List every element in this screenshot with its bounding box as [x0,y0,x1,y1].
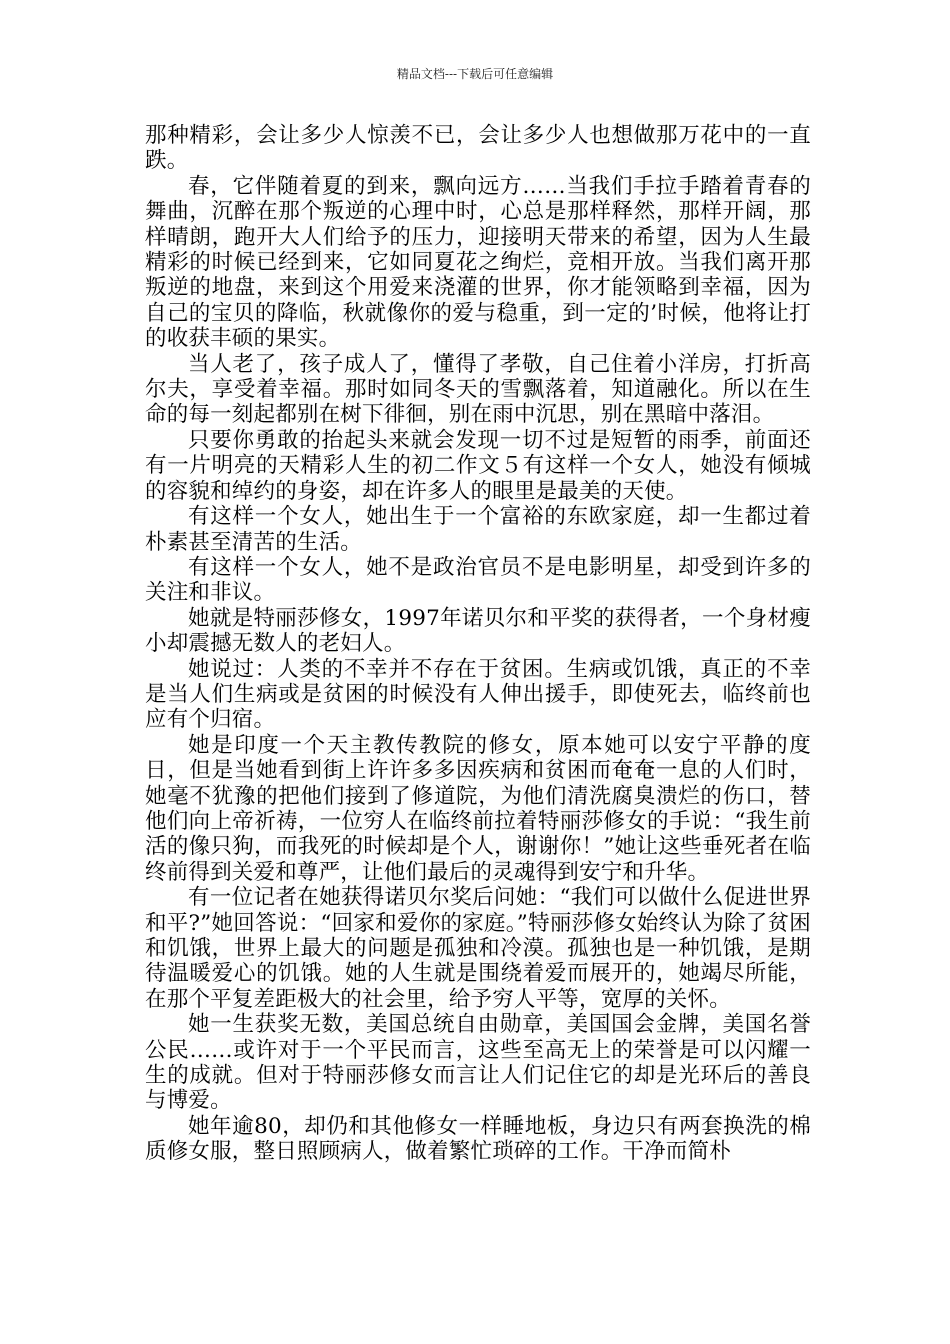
paragraph: 有这样一个女人，她出生于一个富裕的东欧家庭，却一生都过着朴素甚至清苦的生活。 [145,504,811,555]
paragraph: 她一生获奖无数，美国总统自由勋章，美国国会金牌，美国名誉公民……或许对于一个平民而言，这些至高无上的荣誉是可以闪耀一生的成就。但对于特丽莎修女而言让人们记住它的却是光环后的善良与博爱。 [145,1012,811,1114]
paragraph: 当人老了，孩子成人了，懂得了孝敬，自己住着小洋房，打折高尔夫，享受着幸福。那时如同冬天的雪飘落着，知道融化。所以在生命的每一刻起都别在树下徘徊，别在雨中沉思，别在黑暗中落泪。 [145,351,811,428]
paragraph: 那种精彩，会让多少人惊羡不已，会让多少人也想做那万花中的一直跌。 [145,123,811,174]
paragraph: 她说过：人类的不幸并不存在于贫困。生病或饥饿，真正的不幸是当人们生病或是贫困的时候没有人伸出援手，即使死去，临终前也应有个归宿。 [145,656,811,733]
paragraph: 她就是特丽莎修女，1997年诺贝尔和平奖的获得者，一个身材瘦小却震撼无数人的老妇人。 [145,605,811,657]
paragraph: 有这样一个女人，她不是政治官员不是电影明星，却受到许多的关注和非议。 [145,554,811,606]
paragraph: 春，它伴随着夏的到来，飘向远方……当我们手拉手踏着青春的舞曲，沉醉在那个叛逆的心理中时，心总是那样释然，那样开阔，那样晴朗，跑开大人们给予的压力，迎接明天带来的希望，因为人生最精彩的时候已经到来，它如同夏花之绚烂，竞相开放。当我们离开那叛逆的地盘，来到这个用爱来浇灌的世界，你才能领略到幸福，因为自己的宝贝的降临，秋就像你的爱与稳重，到一定的’时候，他将让打的收获丰硕的果实。 [145,173,811,352]
paragraph: 她是印度一个天主教传教院的修女，原本她可以安宁平静的度日，但是当她看到街上许许多多因疾病和贫困而奄奄一息的人们时，她毫不犹豫的把他们接到了修道院，为他们清洗腐臭溃烂的伤口，替他们向上帝祈祷，一位穷人在临终前拉着特丽莎修女的手说：“我生前活的像只狗，而我死的时候却是个人，谢谢你！”她让这些垂死者在临终前得到关爱和尊严，让他们最后的灵魂得到安宁和升华。 [145,732,811,885]
document-body [145,123,811,1165]
paragraph: 她年逾80，却仍和其他修女一样睡地板，身边只有两套换洗的棉质修女服，整日照顾病人，做着繁忙琐碎的工作。干净而简朴 [145,1113,811,1165]
paragraph: 只要你勇敢的抬起头来就会发现一切不过是短暂的雨季，前面还有一片明亮的天精彩人生的初二作文５有这样一个女人，她没有倾城的容貌和绰约的身姿，却在许多人的眼里是最美的天使。 [145,427,811,504]
paragraph: 有一位记者在她获得诺贝尔奖后问她：“我们可以做什么促进世界和平?”她回答说：“回家和爱你的家庭。”特丽莎修女始终认为除了贫困和饥饿，世界上最大的问题是孤独和冷漠。孤独也是一种饥饿，是期待温暖爱心的饥饿。她的人生就是围绕着爱而展开的，她竭尽所能，在那个平复差距极大的社会里，给予穷人平等，宽厚的关怀。 [145,885,811,1012]
page-header: 精品文档---下载后可任意编辑 [396,67,554,81]
